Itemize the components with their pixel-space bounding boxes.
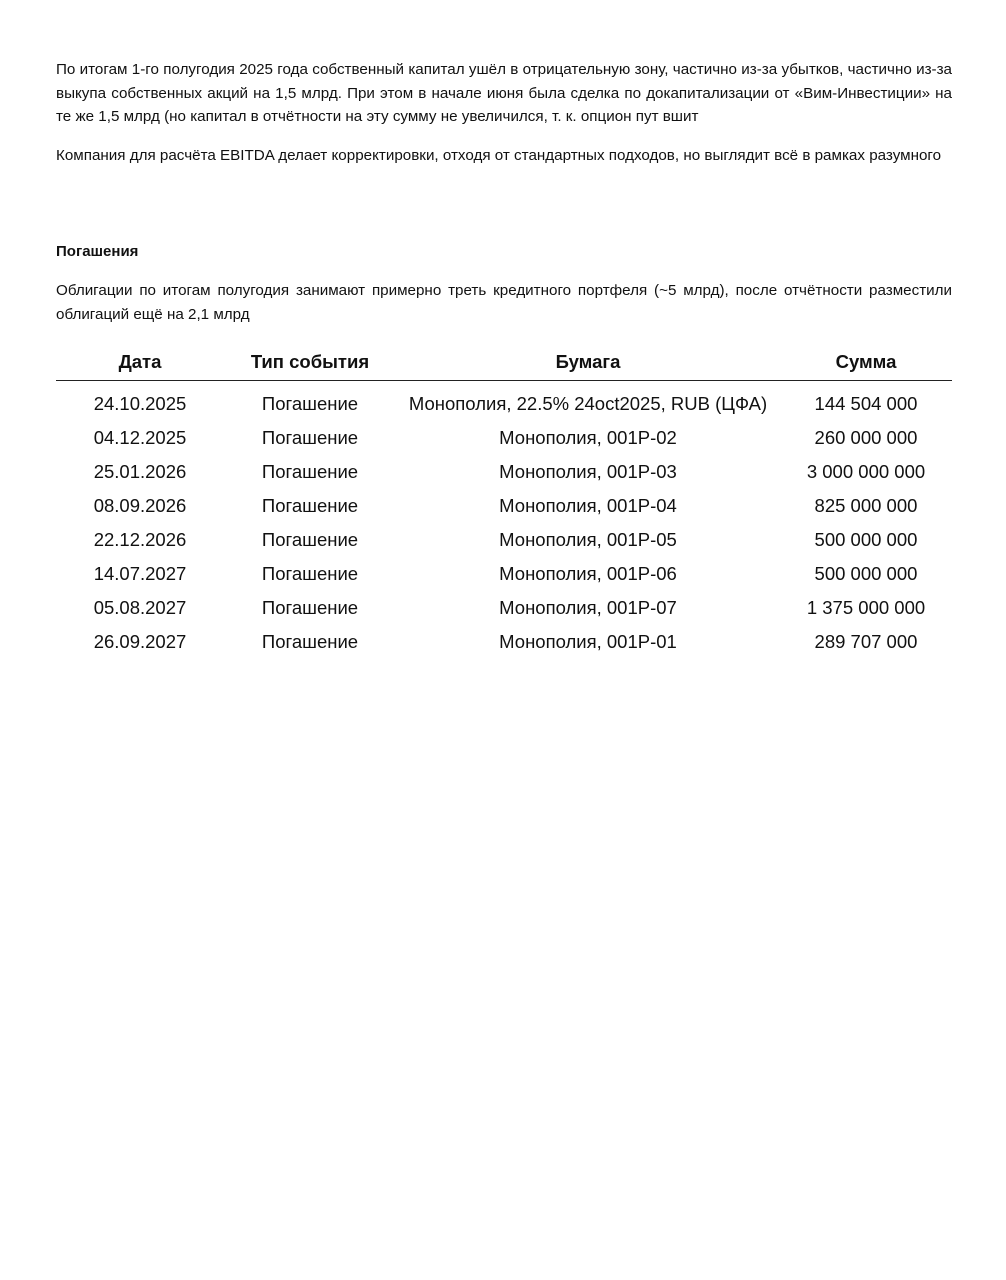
table-row bbox=[56, 625, 952, 659]
cell-paper: Монополия, 001P-06 bbox=[499, 563, 677, 584]
cell-paper: Монополия, 001P-07 bbox=[499, 597, 677, 618]
header-paper: Бумага bbox=[396, 347, 780, 381]
table-row bbox=[56, 489, 952, 523]
cell-type: Погашение bbox=[261, 563, 359, 584]
cell-type: Погашение bbox=[261, 427, 359, 448]
table-row bbox=[56, 523, 952, 557]
cell-sum: 3 000 000 000 bbox=[806, 461, 926, 482]
cell-date: 08.09.2026 bbox=[93, 495, 187, 516]
cell-paper: Монополия, 22.5% 24oct2025, RUB (ЦФА) bbox=[408, 393, 768, 414]
cell-type: Погашение bbox=[261, 495, 359, 516]
cell-date: 22.12.2026 bbox=[93, 529, 187, 550]
cell-type: Погашение bbox=[261, 597, 359, 618]
table-header-row bbox=[56, 347, 952, 381]
header-date: Дата bbox=[56, 347, 224, 381]
paragraph-equity: По итогам 1-го полугодия 2025 года собственный капитал ушёл в отрицательную зону, частично из-за убытков, частично из-за выкупа собственных акций на 1,5 млрд. При этом в начале июня была сделка по докапитализации от «Вим-Инвестиции» на те же 1,5 млрд (но капитал в отчётности на эту сумму не увеличился, т. к. опцион пут вшит bbox=[56, 61, 952, 125]
cell-sum: 500 000 000 bbox=[814, 529, 918, 550]
cell-paper: Монополия, 001P-01 bbox=[499, 631, 677, 652]
table-row bbox=[56, 591, 952, 625]
cell-type: Погашение bbox=[261, 631, 359, 652]
cell-date: 04.12.2025 bbox=[93, 427, 187, 448]
cell-date: 24.10.2025 bbox=[93, 393, 187, 414]
table-row bbox=[56, 421, 952, 455]
cell-date: 05.08.2027 bbox=[93, 597, 187, 618]
cell-type: Погашение bbox=[261, 461, 359, 482]
cell-sum: 144 504 000 bbox=[814, 393, 918, 414]
cell-sum: 289 707 000 bbox=[814, 631, 918, 652]
cell-date: 26.09.2027 bbox=[93, 631, 187, 652]
paragraph-ebitda: Компания для расчёта EBITDA делает корректировки, отходя от стандартных подходов, но выглядит всё в рамках разумного bbox=[56, 147, 942, 164]
cell-sum: 825 000 000 bbox=[814, 495, 918, 516]
cell-paper: Монополия, 001P-03 bbox=[499, 461, 677, 482]
table-row bbox=[56, 557, 952, 591]
cell-paper: Монополия, 001P-02 bbox=[499, 427, 677, 448]
cell-paper: Монополия, 001P-05 bbox=[499, 529, 677, 550]
paragraph-bonds: Облигации по итогам полугодия занимают примерно треть кредитного портфеля (~5 млрд), после отчётности разместили облигаций ещё на 2,1 млрд bbox=[56, 282, 952, 323]
repayments-table bbox=[56, 347, 952, 659]
cell-type: Погашение bbox=[261, 529, 359, 550]
cell-sum: 500 000 000 bbox=[814, 563, 918, 584]
cell-date: 14.07.2027 bbox=[93, 563, 187, 584]
cell-paper: Монополия, 001P-04 bbox=[499, 495, 677, 516]
section-heading-repayments: Погашения bbox=[56, 243, 139, 260]
table-row bbox=[56, 381, 952, 422]
header-type: Тип события bbox=[224, 347, 396, 381]
header-sum: Сумма bbox=[780, 347, 952, 381]
cell-type: Погашение bbox=[261, 393, 359, 414]
cell-date: 25.01.2026 bbox=[93, 461, 187, 482]
cell-sum: 260 000 000 bbox=[814, 427, 918, 448]
table-row bbox=[56, 455, 952, 489]
cell-sum: 1 375 000 000 bbox=[806, 597, 926, 618]
